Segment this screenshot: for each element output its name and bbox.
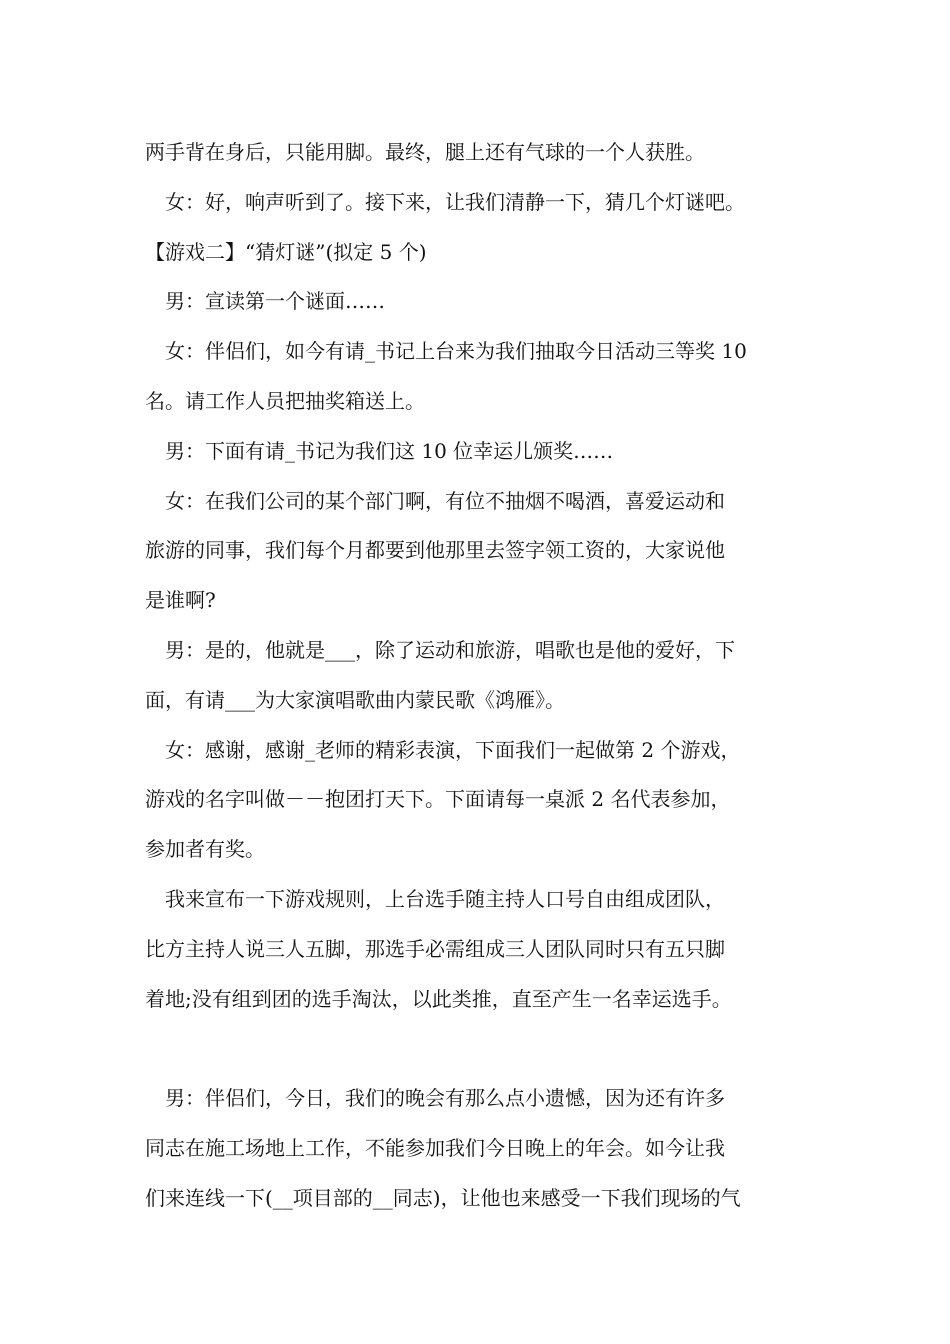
text-line: 女：好，响声听到了。接下来，让我们清静一下，猜几个灯谜吧。 [165, 189, 745, 214]
text-line: 们来连线一下(__项目部的__同志)，让他也来感受一下我们现场的气 [145, 1185, 741, 1210]
text-line: 男：下面有请_书记为我们这 10 位幸运儿颁奖…… [165, 438, 614, 463]
text-line: 比方主持人说三人五脚，那选手必需组成三人团队同时只有五只脚 [145, 936, 725, 961]
text-line: 两手背在身后，只能用脚。最终，腿上还有气球的一个人获胜。 [145, 140, 705, 164]
text-line: 女：伴侣们，如今有请_书记上台来为我们抽取今日活动三等奖 10 [165, 339, 747, 364]
text-line: 着地;没有组到团的选手淘汰，以此类推，直至产生一名幸运选手。 [145, 986, 732, 1011]
text-line: 女：感谢，感谢_老师的精彩表演，下面我们一起做第 2 个游戏， [165, 737, 741, 762]
section-heading: 【游戏二】“猜灯谜”(拟定 5 个) [145, 239, 427, 264]
text-line: 旅游的同事，我们每个月都要到他那里去签字领工资的，大家说他 [145, 538, 725, 563]
text-line: 名。请工作人员把抽奖箱送上。 [145, 388, 425, 413]
text-line: 面，有请___为大家演唱歌曲内蒙民歌《鸿雁》。 [145, 687, 565, 712]
text-line: 我来宣布一下游戏规则，上台选手随主持人口号自由组成团队， [165, 886, 725, 911]
document-body [145, 128, 825, 1224]
text-line: 同志在施工场地上工作，不能参加我们今日晚上的年会。如今让我 [145, 1135, 725, 1160]
text-line: 女：在我们公司的某个部门啊，有位不抽烟不喝酒，喜爱运动和 [165, 488, 725, 513]
text-line: 男：是的，他就是___，除了运动和旅游，唱歌也是他的爱好，下 [165, 637, 735, 662]
text-line: 参加者有奖。 [145, 837, 265, 862]
text-line: 男：宣读第一个谜面…… [165, 289, 385, 314]
text-line: 是谁啊? [145, 588, 216, 613]
text-line: 游戏的名字叫做－－抱团打天下。下面请每一桌派 2 名代表参加， [145, 787, 731, 812]
paragraph-gap [145, 1024, 825, 1074]
text-line: 男：伴侣们，今日，我们的晚会有那么点小遗憾，因为还有许多 [165, 1086, 725, 1111]
